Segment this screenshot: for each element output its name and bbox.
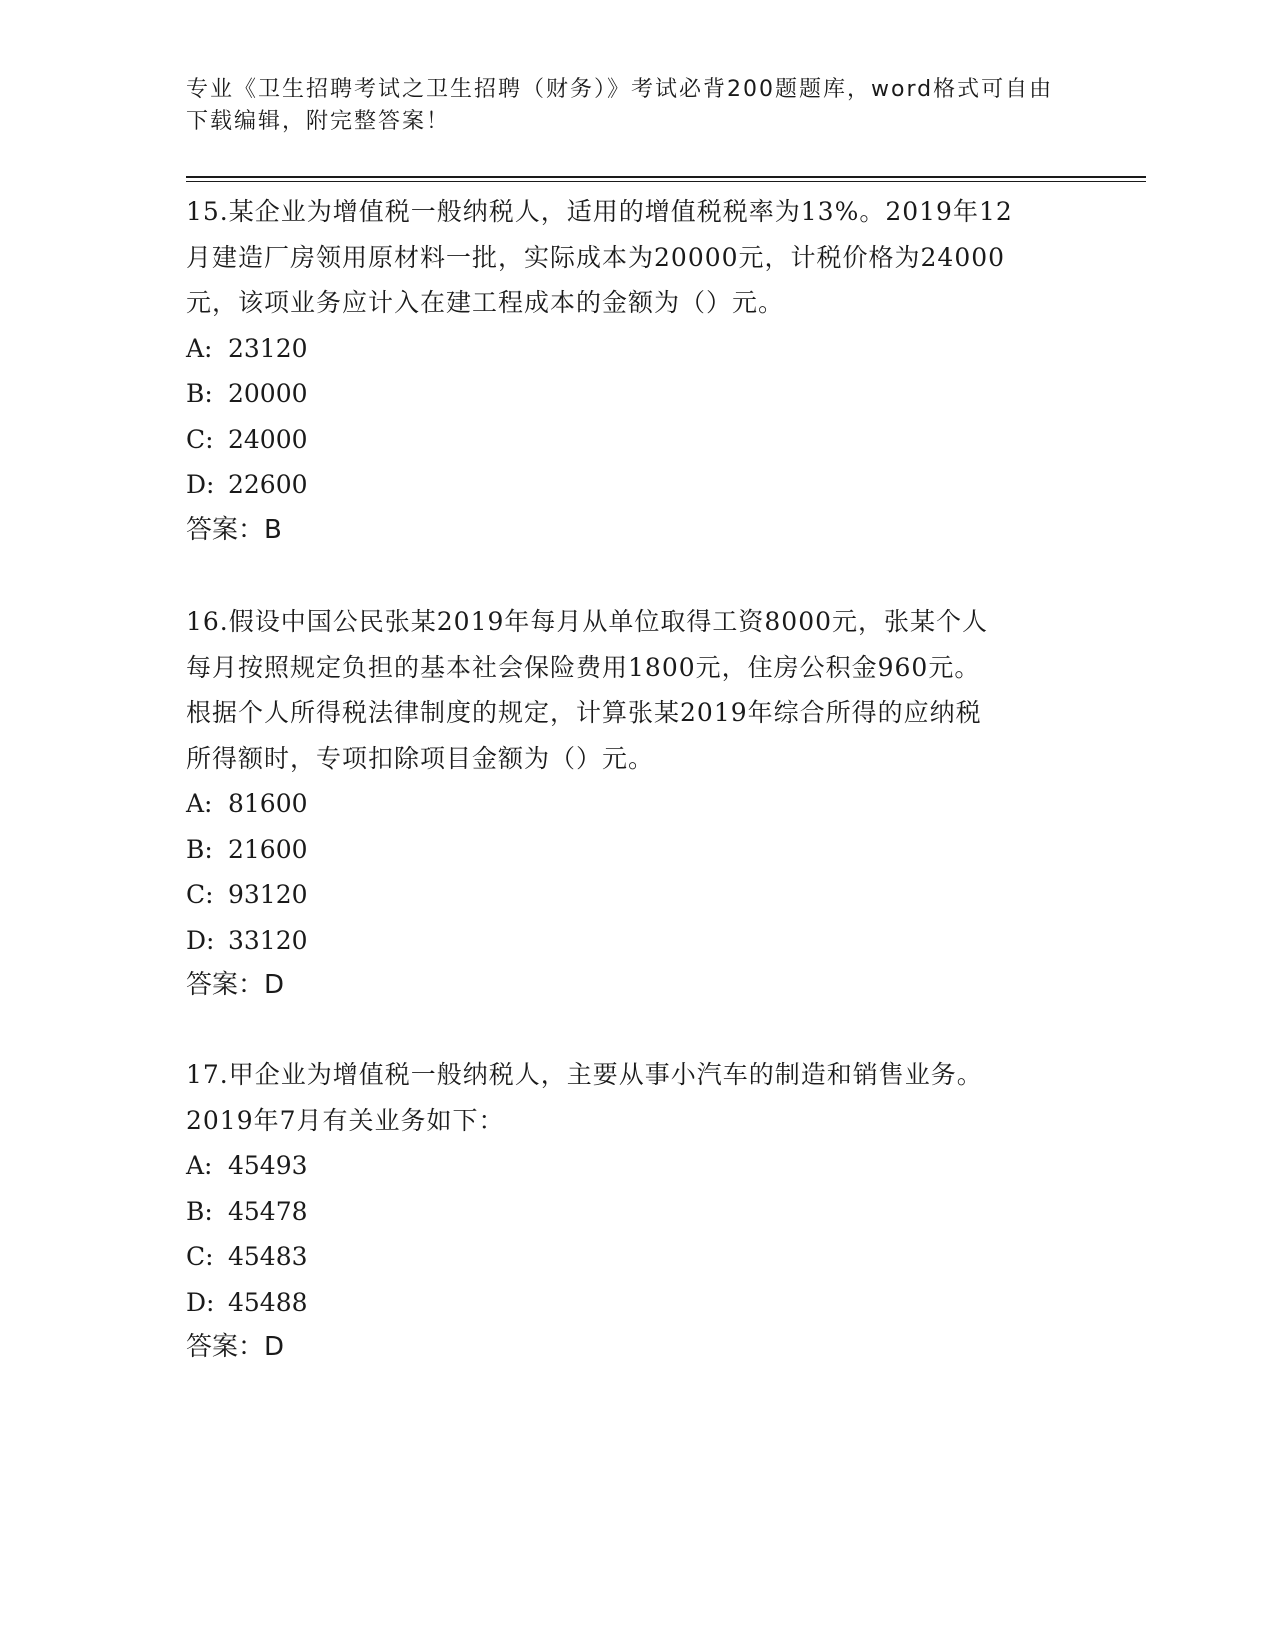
stem-line: 每月按照规定负担的基本社会保险费用1800元，住房公积金960元。 bbox=[186, 652, 981, 682]
answer-label: 答案：D bbox=[186, 970, 285, 1000]
option-value: 24000 bbox=[228, 424, 308, 454]
option-letter: B: bbox=[186, 379, 213, 408]
stem-line: 根据个人所得税法律制度的规定，计算张某2019年综合所得的应纳税 bbox=[186, 698, 982, 727]
option-value: 45488 bbox=[228, 1287, 308, 1317]
option-letter: D: bbox=[186, 1287, 215, 1317]
option-b bbox=[186, 371, 1086, 417]
option-d bbox=[186, 462, 1086, 508]
option-a bbox=[186, 781, 1086, 827]
option-b bbox=[186, 827, 1086, 873]
option-letter: C: bbox=[186, 880, 214, 909]
question-15 bbox=[186, 189, 1086, 553]
option-letter: B: bbox=[186, 1196, 213, 1226]
option-value: 93120 bbox=[228, 880, 308, 909]
question-stem bbox=[186, 1052, 1086, 1143]
option-c bbox=[186, 1234, 1086, 1280]
answer-label: 答案：B bbox=[186, 514, 282, 545]
stem-line: 16.假设中国公民张某2019年每月从单位取得工资8000元，张某个人 bbox=[186, 607, 989, 636]
option-value: 81600 bbox=[228, 789, 308, 818]
option-letter: D: bbox=[186, 470, 215, 499]
option-d bbox=[186, 918, 1086, 964]
header-divider-thin bbox=[186, 181, 1146, 182]
stem-line: 15.某企业为增值税一般纳税人，适用的增值税税率为13%。2019年12 bbox=[186, 197, 1013, 226]
option-value: 21600 bbox=[228, 834, 308, 864]
option-letter: A: bbox=[186, 333, 213, 363]
option-c bbox=[186, 872, 1086, 918]
option-value: 33120 bbox=[228, 925, 308, 955]
document-intro: 专业《卫生招聘考试之卫生招聘（财务）》考试必背200题题库，word格式可自由下载编辑，附完整答案！ bbox=[186, 77, 1054, 134]
option-letter: C: bbox=[186, 1242, 214, 1271]
option-value: 45483 bbox=[228, 1242, 308, 1271]
question-stem bbox=[186, 189, 1086, 326]
option-value: 45478 bbox=[228, 1196, 308, 1226]
stem-line: 所得额时，专项扣除项目金额为（）元。 bbox=[186, 743, 655, 773]
question-17 bbox=[186, 1052, 1086, 1371]
stem-line: 元，该项业务应计入在建工程成本的金额为（）元。 bbox=[186, 288, 785, 317]
option-b bbox=[186, 1189, 1086, 1235]
stem-line: 17.甲企业为增值税一般纳税人，主要从事小汽车的制造和销售业务。 bbox=[186, 1060, 983, 1089]
question-16 bbox=[186, 599, 1086, 1009]
option-a bbox=[186, 1143, 1086, 1189]
option-c bbox=[186, 417, 1086, 463]
option-letter: A: bbox=[186, 1151, 213, 1180]
option-value: 45493 bbox=[228, 1151, 308, 1180]
answer-label: 答案：D bbox=[186, 1332, 285, 1362]
stem-line: 2019年7月有关业务如下： bbox=[186, 1105, 505, 1135]
option-letter: C: bbox=[186, 424, 214, 454]
option-value: 23120 bbox=[228, 333, 308, 363]
option-letter: A: bbox=[186, 789, 213, 818]
option-d bbox=[186, 1280, 1086, 1326]
option-letter: B: bbox=[186, 834, 213, 864]
stem-line: 月建造厂房领用原材料一批，实际成本为20000元，计税价格为24000 bbox=[186, 242, 1006, 272]
option-value: 22600 bbox=[228, 470, 308, 499]
header-divider-thick bbox=[186, 176, 1146, 178]
option-a bbox=[186, 326, 1086, 372]
option-value: 20000 bbox=[228, 379, 308, 408]
question-stem bbox=[186, 599, 1086, 781]
option-letter: D: bbox=[186, 925, 215, 955]
